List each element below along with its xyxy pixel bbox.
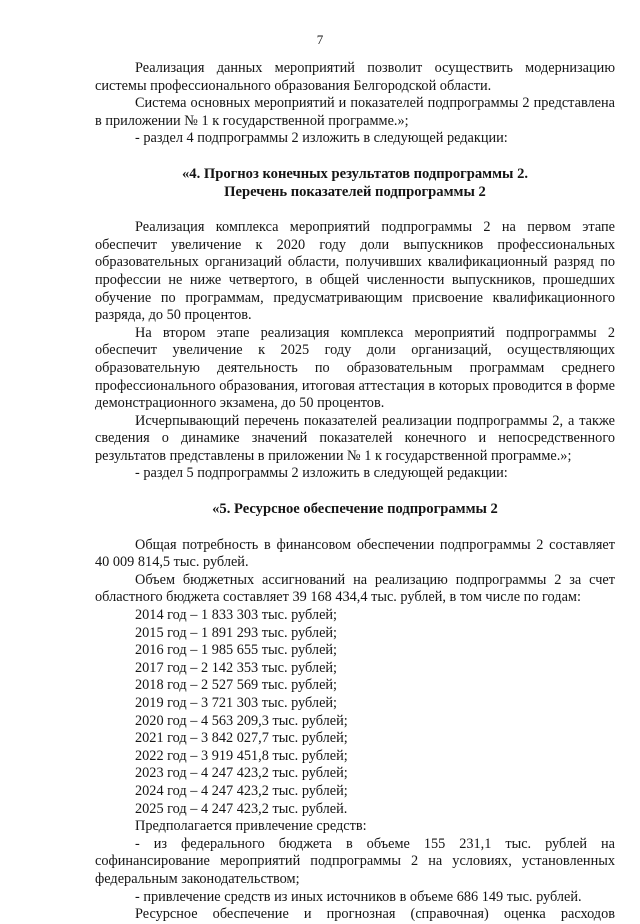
document-body (95, 60, 615, 924)
paragraph-system-indicators: Система основных мероприятий и показателей подпрограммы 2 представлена в приложении № 1 к государственной программе.»; (95, 95, 615, 129)
paragraph-second-stage: На втором этапе реализация комплекса мероприятий подпрограммы 2 обеспечит увеличение к 2025 году доли организаций, осуществляющих образовательную деятельность по образовательным программам среднего профессионального образования, итоговая аттестация в которых проводится в форме демонстрационного экзамена, до 50 процентов. (95, 324, 615, 412)
paragraph-federal-budget: - из федерального бюджета в объеме 155 231,1 тыс. рублей на софинансирование мероприятий подпрограммы 2 на условиях, установленных федеральным законодательством; (95, 835, 615, 887)
paragraph-modernization: Реализация данных мероприятий позволит осуществить модернизацию системы профессионального образования Белгородской области. (95, 60, 615, 94)
year-item-2025: 2025 год – 4 247 423,2 тыс. рублей. (135, 800, 348, 817)
page-number: 7 (316, 32, 324, 47)
year-item-2023: 2023 год – 4 247 423,2 тыс. рублей; (135, 765, 348, 782)
paragraph-total-need: Общая потребность в финансовом обеспечении подпрограммы 2 составляет 40 009 814,5 тыс. рублей. (95, 536, 615, 571)
year-item-2017: 2017 год – 2 142 353 тыс. рублей; (135, 659, 338, 676)
paragraph-attract-funds: Предполагается привлечение средств: (135, 818, 367, 835)
section4-heading-line2: Перечень показателей подпрограммы 2 (224, 183, 486, 200)
year-item-2019: 2019 год – 3 721 303 тыс. рублей; (135, 695, 338, 711)
paragraph-resource-estimate: Ресурсное обеспечение и прогнозная (справочная) оценка расходов (135, 906, 615, 923)
section5-heading: «5. Ресурсное обеспечение подпрограммы 2 (212, 501, 498, 518)
year-item-2022: 2022 год – 3 919 451,8 тыс. рублей; (135, 747, 348, 764)
year-item-2024: 2024 год – 4 247 423,2 тыс. рублей; (135, 782, 348, 799)
year-item-2014: 2014 год – 1 833 303 тыс. рублей; (135, 607, 338, 624)
paragraph-section5-intro: - раздел 5 подпрограммы 2 изложить в следующей редакции: (135, 465, 508, 482)
paragraph-section4-intro: - раздел 4 подпрограммы 2 изложить в следующей редакции: (135, 130, 508, 147)
paragraph-first-stage: Реализация комплекса мероприятий подпрограммы 2 на первом этапе обеспечит увеличение к 2020 году доли выпускников профессиональных образовательных организаций области, получивших квалификационный разряд по профессии не ниже четвертого, в общей численности выпускников, прошедших обучение по программам, предусматривающим присвоение квалификационного разряда, до 50 процентов. (95, 219, 615, 324)
paragraph-other-sources: - привлечение средств из иных источников в объеме 686 149 тыс. рублей. (135, 888, 582, 905)
year-item-2020: 2020 год – 4 563 209,3 тыс. рублей; (135, 712, 348, 729)
year-item-2015: 2015 год – 1 891 293 тыс. рублей; (135, 624, 338, 641)
paragraph-budget-allocation: Объем бюджетных ассигнований на реализацию подпрограммы 2 за счет областного бюджета составляет 39 168 434,4 тыс. рублей, в том числе по годам: (95, 571, 615, 606)
year-item-2021: 2021 год – 3 842 027,7 тыс. рублей; (135, 730, 348, 747)
years-list (95, 607, 615, 818)
year-item-2016: 2016 год – 1 985 655 тыс. рублей; (135, 642, 338, 659)
section4-heading-line1: «4. Прогноз конечных результатов подпрограммы 2. (181, 165, 529, 182)
paragraph-indicator-list: Исчерпывающий перечень показателей реализации подпрограммы 2, а также сведения о динамике значений показателей конечного и непосредственного результатов представлены в приложении № 1 к государственной программе.»; (95, 412, 615, 464)
year-item-2018: 2018 год – 2 527 569 тыс. рублей; (135, 677, 338, 694)
